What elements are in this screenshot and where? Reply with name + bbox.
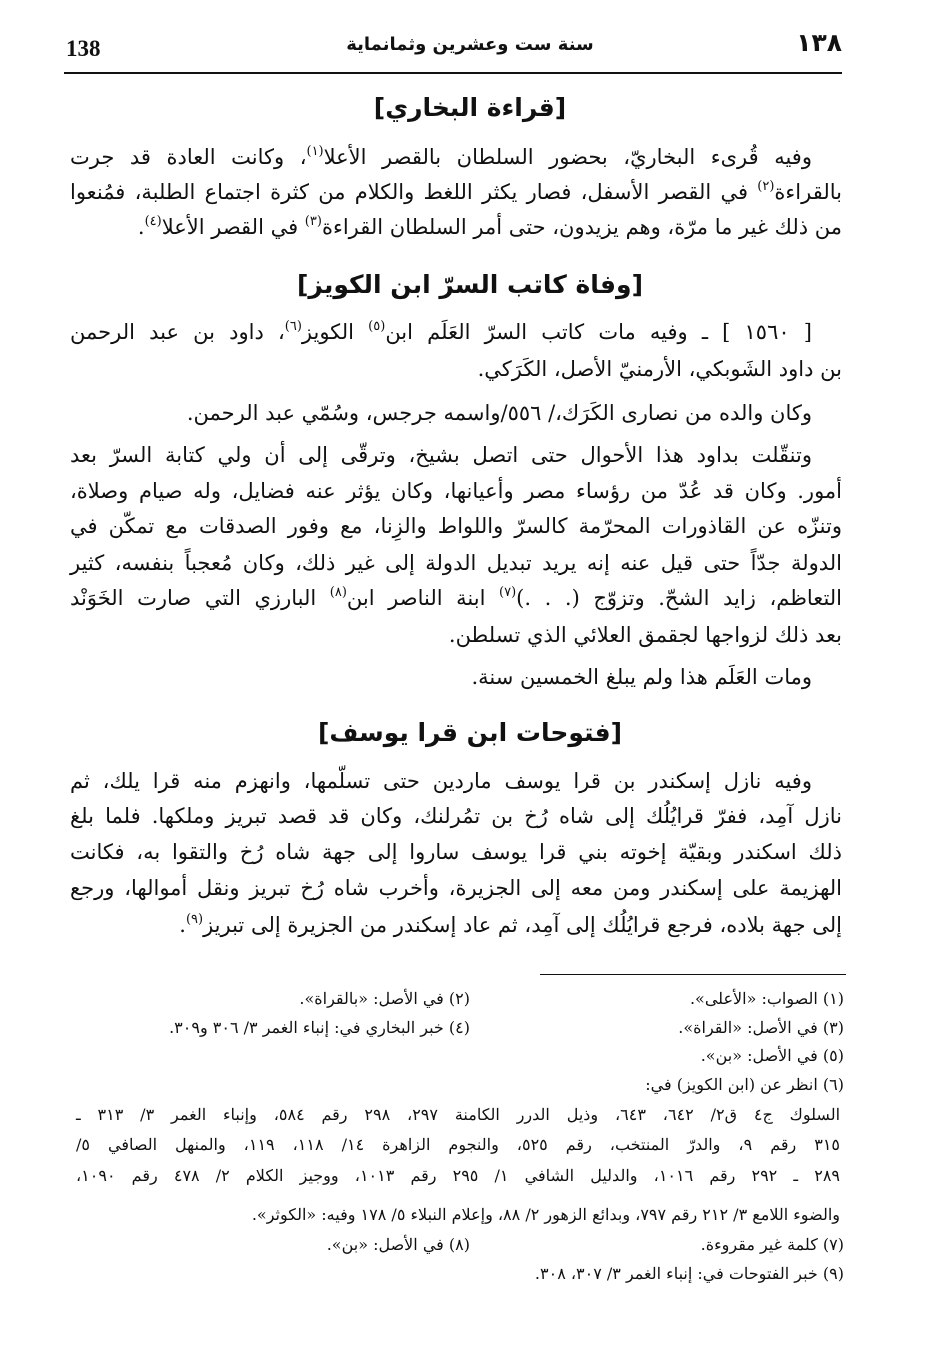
footnote-6-line: ٣١٥ رقم ٩، والدرّ المنتخب، رقم ٥٢٥، والنجوم الزاهرة ١٤/ ١١٨، ١١٩، والمنهل الصافي ٥/: [76, 1135, 841, 1154]
footnote-6-line: ٢٨٩ ـ ٢٩٢ رقم ١٠١٦، والدليل الشافي ١/ ٢٩٥ رقم ١٠١٣، ووجيز الكلام ٢/ ٤٧٨ رقم ١٠٩٠،: [76, 1166, 841, 1185]
paragraph-line: التعاظم، زايد الشحّ. وتزوّج (. . .)$^{(٧)}$ ابنة الناصر ابن$^{(٨)}$ البارزي التي صارت الخَوَنْد: [70, 585, 843, 610]
paragraph-line: أمور. وكان قد عُدّ من رؤساء مصر وأعيانها، وكان يؤثر عنه فضايل، وله صيام وصلاة،: [70, 479, 842, 503]
paragraph-line: من ذلك غير ما مرّة، وهم يزيدون، حتى أمر السلطان القراءة$^{(٣)}$ في القصر الأعلا$^{(٤)}$.: [137, 214, 842, 239]
paragraph-line: الهزيمة على إسكندر ومن معه إلى الجزيرة، وأخرب شاه رُخ تبريز ونقل أموالها، ورجع: [70, 876, 842, 900]
page-number-latin: 138: [66, 36, 101, 61]
footnote-7: (٧) كلمة غير مقروءة.: [700, 1235, 844, 1254]
paragraph-line: ومات العَلَم هذا ولم يبلغ الخمسين سنة.: [471, 665, 812, 689]
paragraph-line: [ ١٥٦٠ ] ـ وفيه مات كاتب السرّ العَلَم ابن$^{(٥)}$ الكويز$^{(٦)}$، داود بن عبد الرحمن: [70, 319, 812, 344]
footnote-5: (٥) في الأصل: «بن».: [700, 1046, 844, 1065]
footnote-ref: (٨): [329, 585, 347, 600]
section-heading: [وفاة كاتب السرّ ابن الكويز]: [296, 270, 643, 299]
footnote-ref: (٢): [757, 179, 775, 194]
footnote-8: (٨) في الأصل: «بن».: [326, 1235, 470, 1254]
footnote-ref: (٤): [144, 214, 162, 229]
paragraph-line: بالقراءة$^{(٢)}$ في القصر الأسفل، فصار يكثر اللغط والكلام من كثرة اجتماع الطلبة، فمُنعوا: [70, 179, 842, 204]
footnote-6-intro: (٦) انظر عن (ابن الكويز) في:: [645, 1075, 844, 1094]
paragraph-line: إلى جهة بلاده، فرجع قرايُلُك إلى آمِد، ثم عاد إسكندر من الجزيرة إلى تبريز$^{(٩)}$.: [179, 912, 842, 937]
footnote-6-line: والضوء اللامع ٣/ ٢١٢ رقم ٧٩٧، وبدائع الزهور ٢/ ٨٨، وإعلام النبلاء ٥/ ١٧٨ وفيه: «الكوثر».: [251, 1205, 840, 1224]
section-heading: [فتوحات ابن قرا يوسف]: [317, 718, 623, 747]
footnote-4: (٤) خبر البخاري في: إنباء الغمر ٣/ ٣٠٦ و٣٠٩.: [169, 1018, 470, 1037]
running-header-title: سنة ست وعشرين وثمانماية: [346, 34, 594, 55]
paragraph-line: بعد ذلك لزواجها لجقمق العلائي الذي تسلطن.: [448, 623, 842, 647]
footnote-ref: (٣): [304, 214, 322, 229]
footnote-ref: (٥): [368, 319, 386, 334]
footnote-3: (٣) في الأصل: «القراة».: [678, 1018, 844, 1037]
footnote-separator: [540, 974, 846, 975]
paragraph-line: وفيه نازل إسكندر بن قرا يوسف ماردين حتى تسلّمها، وانهزم منه قرا يلك، ثم: [70, 769, 812, 793]
paragraph-line: وتنقّلت بداود هذا الأحوال حتى اتصل بشيخ، وترقّى إلى أن ولي كتابة السرّ بعد: [70, 443, 812, 467]
footnote-9: (٩) خبر الفتوحات في: إنباء الغمر ٣/ ٣٠٧، ٣٠٨.: [534, 1264, 844, 1283]
paragraph-line: الدولة جدّاً حتى قيل عنه إنه يريد تبديل الدولة إلى غير ذلك، وكان مُعجباً بنفسه، كثير: [70, 551, 842, 575]
section-heading: [قراءة البخاري]: [373, 93, 567, 122]
paragraph-line: وكان والده من نصارى الكَرَك،/ ٥٥٦/واسمه جرجس، وسُمّي عبد الرحمن.: [186, 401, 812, 425]
footnote-6-line: السلوك ج٤ ق٢/ ٦٤٢، ٦٤٣، وذيل الدرر الكامنة ٢٩٧، ٢٩٨ رقم ٥٨٤، وإنباء الغمر ٣/ ٣١٣ ـ: [76, 1105, 841, 1124]
footnote-ref: (٩): [185, 912, 204, 927]
paragraph-line: نازل آمِد، ففرّ قرايُلُك إلى شاه رُخ بن تمُرلنك، وكان قد قصد تبريز وملكها. فلما بلغ: [70, 804, 842, 828]
footnote-1: (١) الصواب: «الأعلى».: [689, 989, 844, 1008]
footnote-ref: (١): [306, 144, 324, 159]
paragraph-line: وفيه قُرىء البخاريّ، بحضور السلطان بالقصر الأعلا$^{(١)}$، وكانت العادة قد جرت: [70, 144, 812, 169]
paragraph-line: ذلك اسكندر وبقيّة إخوته بني قرا يوسف ساروا إلى جهة شاه رُخ والتقوا به، فكانت: [70, 840, 842, 864]
paragraph-line: وتنزّه عن القاذورات المحرّمة كالسرّ واللواط والزِنا، مع وفور الصدقات مع تمكّن في: [70, 514, 842, 538]
paragraph-line: بن داود الشَوبكي، الأرمنيّ الأصل، الكَرَكي.: [477, 357, 842, 381]
footnote-ref: (٧): [499, 585, 517, 600]
header-rule: [64, 72, 842, 74]
footnote-ref: (٦): [284, 319, 302, 334]
page-number-arabic: ١٣٨: [796, 28, 842, 57]
footnote-2: (٢) في الأصل: «بالقراة».: [299, 989, 470, 1008]
